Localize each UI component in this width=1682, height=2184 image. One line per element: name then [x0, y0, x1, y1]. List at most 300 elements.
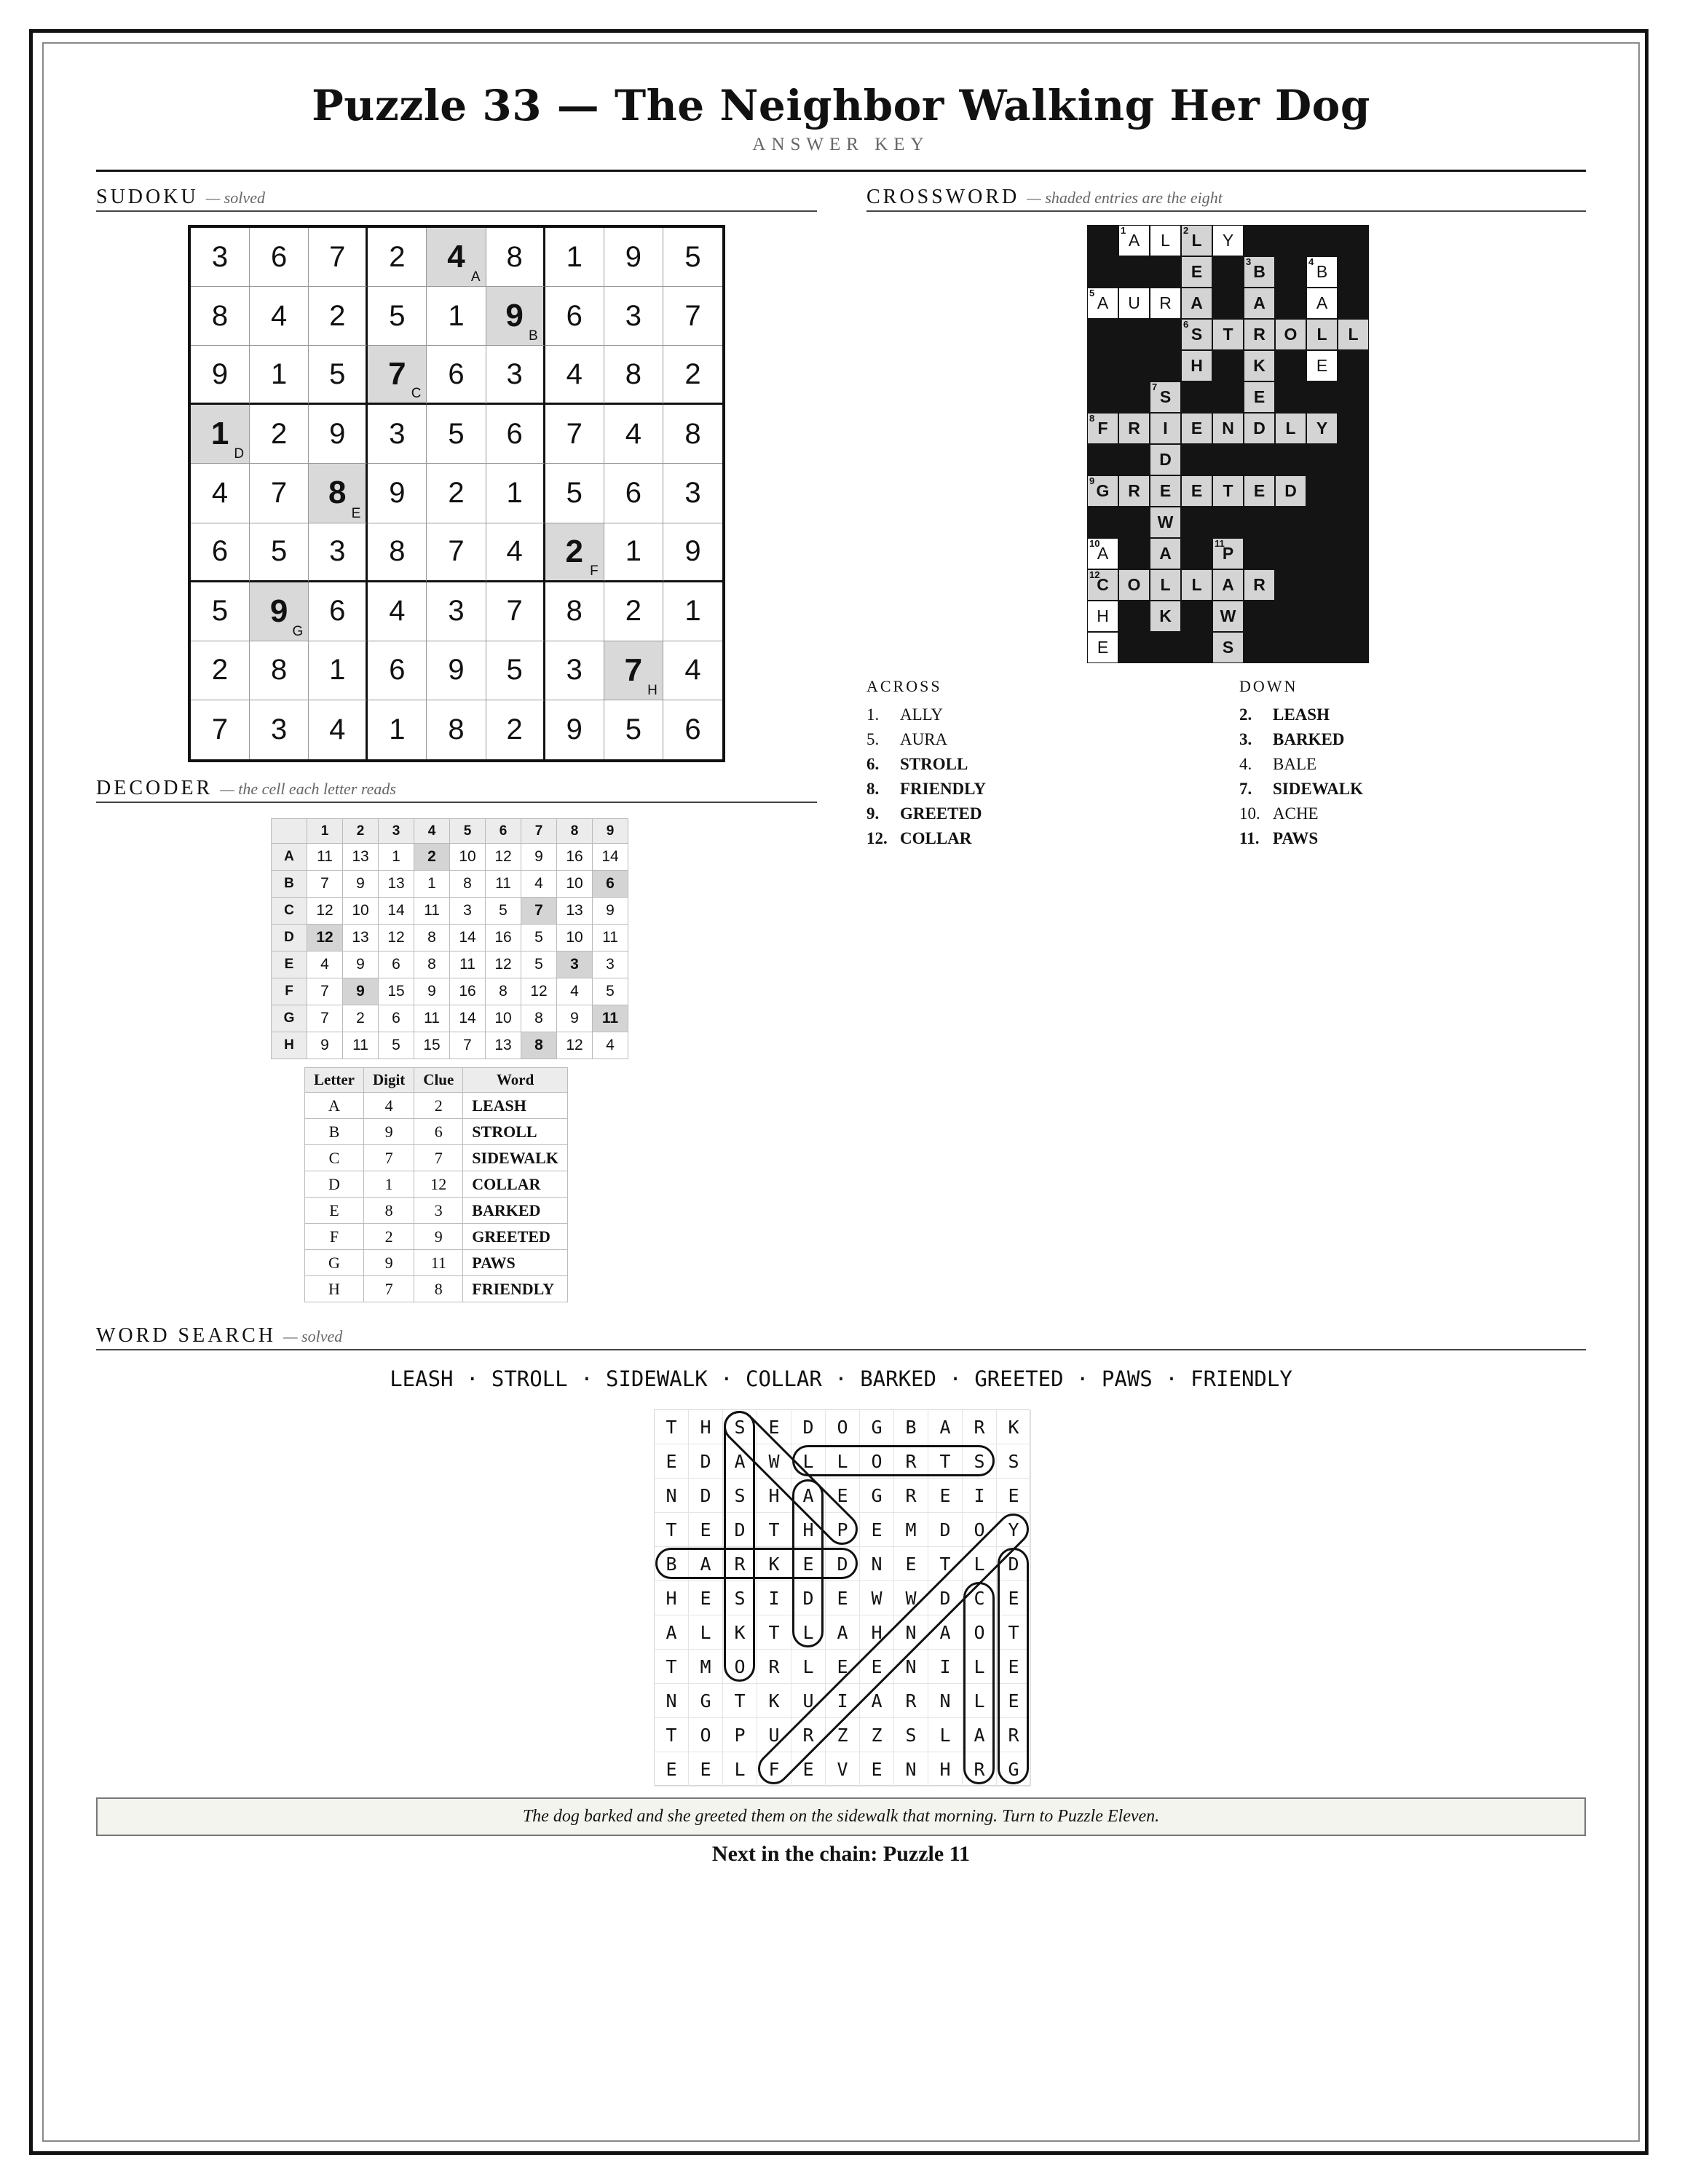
decoder-cell: 4: [521, 871, 557, 898]
sudoku-cell: [663, 523, 722, 582]
wordsearch-letter: A: [963, 1718, 997, 1752]
wordsearch-letter: N: [894, 1650, 928, 1684]
key-cell: 9: [363, 1119, 414, 1145]
clue-answer: GREETED: [900, 804, 982, 823]
sudoku-cell: [427, 228, 486, 287]
key-cell: 2: [363, 1224, 414, 1250]
wordsearch-letter: Y: [997, 1513, 1031, 1547]
sudoku-digit: 5: [389, 299, 406, 332]
decoder-cell: 16: [486, 925, 521, 951]
wordsearch-letter: W: [757, 1444, 791, 1479]
sudoku-cell-tag: G: [292, 623, 304, 639]
sudoku-digit: 1: [506, 476, 523, 509]
sudoku-digit: 2: [211, 654, 229, 687]
decoder-corner: [272, 819, 307, 844]
sudoku-cell: [486, 228, 545, 287]
key-cell: 6: [414, 1119, 463, 1145]
down-clue: [1239, 802, 1363, 826]
sudoku-digit: 8: [328, 475, 347, 511]
clue-answer: SIDEWALK: [1273, 780, 1363, 798]
sudoku-digit: 9: [448, 654, 465, 687]
sudoku-digit: 5: [566, 476, 583, 509]
sudoku-cell: [427, 641, 486, 700]
wordsearch-letter: L: [963, 1547, 997, 1581]
wordsearch-letter: H: [689, 1410, 723, 1444]
sudoku-digit: 4: [447, 239, 465, 275]
wordsearch-section: [96, 1324, 1586, 1780]
sudoku-digit: 6: [625, 476, 641, 509]
crossword-cell: [1119, 414, 1149, 443]
wordsearch-letter: K: [757, 1684, 791, 1718]
wordsearch-letter: L: [723, 1752, 757, 1787]
crossword-cell: [1150, 570, 1180, 600]
wordsearch-letter: D: [826, 1547, 860, 1581]
crossword-letter: R: [1253, 575, 1266, 594]
crossword-cell: [1307, 320, 1337, 349]
decoder-cell: 8: [521, 1032, 557, 1059]
crossword-clue-number: 1: [1121, 225, 1126, 236]
decoder-heading-label: DECODER: [96, 777, 213, 799]
wordsearch-letter: D: [723, 1513, 757, 1547]
key-cell: 7: [363, 1276, 414, 1302]
sudoku-digit: 5: [271, 535, 288, 568]
sudoku-digit: 1: [329, 654, 346, 687]
wordsearch-letter: G: [860, 1479, 894, 1513]
across-clue-list: [866, 703, 986, 851]
clue-answer: LEASH: [1273, 705, 1330, 724]
sudoku-digit: 2: [389, 240, 406, 273]
clue-answer: ACHE: [1273, 804, 1319, 823]
key-cell: H: [305, 1276, 364, 1302]
sudoku-cell: [250, 641, 309, 700]
sudoku-cell: [663, 228, 722, 287]
wordsearch-letter: H: [791, 1513, 826, 1547]
decoder-row-header: C: [272, 898, 307, 925]
sudoku-cell-tag: H: [647, 682, 658, 698]
crossword-heading-label: CROSSWORD: [866, 186, 1020, 208]
clue-answer: BARKED: [1273, 730, 1345, 748]
page-subtitle: ANSWER KEY: [752, 135, 930, 154]
crossword-cell: [1338, 320, 1368, 349]
wordsearch-letter: B: [655, 1547, 689, 1581]
wordsearch-letter: I: [928, 1650, 963, 1684]
wordsearch-letter: P: [826, 1513, 860, 1547]
decoder-cell: 2: [343, 1005, 379, 1032]
crossword-letter: D: [1159, 450, 1172, 469]
crossword-letter: G: [1096, 481, 1110, 500]
crossword-cell: [1307, 414, 1337, 443]
crossword-cell: [1182, 288, 1212, 318]
wordsearch-letter: E: [997, 1684, 1031, 1718]
clue-number: 4.: [1239, 755, 1252, 773]
sudoku-cell: [486, 464, 545, 523]
wordsearch-word-list: LEASH · STROLL · SIDEWALK · COLLAR · BARKED · GREETED · PAWS · FRIENDLY: [390, 1366, 1292, 1391]
wordsearch-letter: D: [689, 1444, 723, 1479]
sudoku-digit: 9: [625, 240, 641, 273]
key-cell: C: [305, 1145, 364, 1171]
decoder-cell: 9: [343, 978, 379, 1005]
decoder-cell: 9: [521, 844, 557, 871]
sudoku-digit: 8: [448, 713, 465, 745]
across-clue: [866, 703, 986, 727]
decoder-cell: 12: [379, 925, 414, 951]
key-cell: 8: [363, 1198, 414, 1224]
sudoku-digit: 3: [271, 713, 288, 745]
sudoku-cell: [309, 464, 368, 523]
decoder-cell: 12: [521, 978, 557, 1005]
crossword-letter: N: [1222, 419, 1234, 438]
sudoku-digit: 9: [211, 357, 229, 390]
sudoku-cell: [250, 346, 309, 405]
wordsearch-letter: E: [860, 1752, 894, 1787]
key-cell: BARKED: [463, 1198, 568, 1224]
sudoku-cell: [604, 346, 663, 405]
clue-answer: FRIENDLY: [900, 780, 987, 798]
sudoku-cell: [545, 641, 604, 700]
crossword-cell: [1307, 257, 1337, 287]
wordsearch-heading-note: — solved: [283, 1327, 343, 1345]
crossword-cell: [1307, 288, 1337, 318]
sudoku-cell: [663, 582, 722, 641]
crossword-cell: [1213, 414, 1243, 443]
wordsearch-letter: E: [791, 1752, 826, 1787]
decoder-cell: 4: [593, 1032, 628, 1059]
crossword-letter: A: [1128, 231, 1140, 250]
sudoku-cell: [250, 464, 309, 523]
wordsearch-letter: O: [963, 1615, 997, 1650]
sudoku-digit: 6: [389, 654, 406, 687]
decoder-cell: 1: [414, 871, 450, 898]
sudoku-digit: 7: [624, 652, 643, 688]
sudoku-cell: [309, 523, 368, 582]
down-clue-list: [1239, 703, 1363, 851]
crossword-cell: [1150, 601, 1180, 631]
sudoku-cell: [663, 700, 722, 759]
crossword-cell: [1182, 476, 1212, 506]
key-row: [305, 1198, 568, 1224]
wordsearch-letter: Z: [860, 1718, 894, 1752]
crossword-letter: L: [1191, 575, 1202, 594]
decoder-cell: 12: [486, 844, 521, 871]
sudoku-digit: 7: [566, 417, 583, 450]
crossword-clue-number: 8: [1089, 413, 1095, 424]
across-clue: [866, 802, 986, 826]
sudoku-cell: [486, 405, 545, 464]
crossword-letter: L: [1316, 325, 1327, 344]
sudoku-heading-note: — solved: [205, 189, 265, 207]
decoder-cell: 2: [414, 844, 450, 871]
sudoku-cell: [309, 287, 368, 346]
sudoku-cell-tag: F: [590, 563, 599, 579]
wordsearch-heading-label: WORD SEARCH: [96, 1324, 277, 1347]
sudoku-heading: [96, 186, 817, 212]
crossword-heading-note: — shaded entries are the eight: [1027, 189, 1223, 207]
wordsearch-letter: E: [997, 1479, 1031, 1513]
sudoku-cell: [191, 228, 250, 287]
crossword-letter: E: [1253, 481, 1266, 500]
wordsearch-letter: H: [928, 1752, 963, 1787]
sudoku-cell: [604, 700, 663, 759]
sudoku-cell: [427, 582, 486, 641]
wordsearch-letter: E: [826, 1650, 860, 1684]
crossword-letter: T: [1223, 481, 1233, 500]
decoder-cell: 11: [593, 925, 628, 951]
wordsearch-letter: E: [826, 1581, 860, 1615]
key-cell: COLLAR: [463, 1171, 568, 1198]
decoder-cell: 15: [379, 978, 414, 1005]
crossword-cell: [1119, 226, 1149, 256]
crossword-grid: [1087, 225, 1369, 663]
sudoku-digit: 3: [448, 595, 465, 628]
decoder-cell: 11: [414, 898, 450, 925]
crossword-heading: [866, 186, 1586, 212]
wordsearch-letter: L: [928, 1718, 963, 1752]
wordsearch-letter: N: [928, 1684, 963, 1718]
wordsearch-letter: B: [894, 1410, 928, 1444]
crossword-cell: [1244, 570, 1274, 600]
sudoku-digit: 4: [271, 299, 288, 332]
sudoku-digit: 4: [329, 713, 346, 745]
crossword-cell: [1088, 633, 1118, 662]
wordsearch-letter: S: [963, 1444, 997, 1479]
crossword-clue-number: 6: [1183, 319, 1189, 330]
crossword-letter: L: [1161, 231, 1170, 250]
page-title: Puzzle 33 — The Neighbor Walking Her Dog: [312, 81, 1370, 130]
decoder-cell: 13: [486, 1032, 521, 1059]
wordsearch-letter: K: [997, 1410, 1031, 1444]
clue-number: 7.: [1239, 780, 1252, 798]
crossword-cell: [1213, 633, 1243, 662]
sudoku-digit: 1: [448, 299, 465, 332]
decoder-cell: 11: [307, 844, 343, 871]
crossword-letter: A: [1316, 293, 1328, 312]
wordsearch-letter: U: [757, 1718, 791, 1752]
wordsearch-letter: M: [689, 1650, 723, 1684]
sudoku-digit: 3: [389, 417, 406, 450]
sudoku-cell: [309, 700, 368, 759]
wordsearch-letter: R: [757, 1650, 791, 1684]
decoder-cell: 9: [593, 898, 628, 925]
sudoku-cell: [250, 405, 309, 464]
wordsearch-letter: L: [791, 1615, 826, 1650]
crossword-letter: F: [1097, 419, 1108, 438]
key-cell: 4: [363, 1093, 414, 1119]
decoder-cell: 8: [521, 1005, 557, 1032]
decoder-cell: 5: [486, 898, 521, 925]
decoder-row-header: D: [272, 925, 307, 951]
sudoku-digit: 1: [210, 416, 229, 452]
sudoku-digit: 9: [684, 535, 701, 568]
clue-number: 1.: [866, 705, 880, 724]
sudoku-cell: [427, 523, 486, 582]
decoder-col-header: 1: [307, 819, 343, 844]
crossword-letter: A: [1097, 544, 1109, 563]
decoder-cell: 12: [307, 925, 343, 951]
sudoku-digit: 8: [506, 240, 523, 273]
down-clue: [1239, 826, 1363, 851]
sudoku-cell: [309, 405, 368, 464]
key-cell: 7: [363, 1145, 414, 1171]
wordsearch-letter: T: [723, 1684, 757, 1718]
sudoku-cell: [663, 405, 722, 464]
decoder-cell: 10: [450, 844, 486, 871]
crossword-clue-number: 3: [1246, 256, 1252, 267]
decoder-cell: 5: [521, 951, 557, 978]
decoder-cell: 16: [557, 844, 593, 871]
decoder-cell: 5: [521, 925, 557, 951]
wordsearch-letter: T: [655, 1513, 689, 1547]
wordsearch-letter: S: [723, 1479, 757, 1513]
next-puzzle-link: Next in the chain: Puzzle 11: [711, 1842, 971, 1866]
decoder-cell: 13: [379, 871, 414, 898]
crossword-cell: [1150, 414, 1180, 443]
key-row: [305, 1093, 568, 1119]
wordsearch-letter: N: [655, 1479, 689, 1513]
crossword-cell: [1213, 320, 1243, 349]
decoder-cell: 1: [379, 844, 414, 871]
clue-number: 11.: [1239, 829, 1260, 847]
wordsearch-letter: R: [963, 1410, 997, 1444]
sudoku-digit: 4: [389, 595, 406, 628]
decoder-col-header: 4: [414, 819, 450, 844]
decoder-cell: 10: [557, 925, 593, 951]
sudoku-digit: 8: [684, 417, 701, 450]
wordsearch-letter: T: [655, 1650, 689, 1684]
wordsearch-letter: A: [791, 1479, 826, 1513]
wordsearch-letter: A: [928, 1410, 963, 1444]
crossword-letter: W: [1220, 606, 1236, 625]
wordsearch-letter: S: [723, 1581, 757, 1615]
crossword-cell: [1244, 288, 1274, 318]
sudoku-digit: 1: [625, 535, 641, 568]
crossword-clue-number: 10: [1089, 538, 1100, 549]
sudoku-digit: 6: [211, 535, 229, 568]
crossword-cell: [1244, 382, 1274, 412]
sudoku-digit: 6: [506, 417, 523, 450]
wordsearch-letter: W: [894, 1581, 928, 1615]
wordsearch-letter: R: [723, 1547, 757, 1581]
sudoku-cell: [545, 346, 604, 405]
wordsearch-letter: E: [860, 1650, 894, 1684]
sudoku-cell: [545, 405, 604, 464]
crossword-cell: [1182, 226, 1212, 256]
decoder-cell: 8: [414, 951, 450, 978]
sudoku-cell: [309, 641, 368, 700]
decoder-cell: 9: [343, 951, 379, 978]
key-cell: B: [305, 1119, 364, 1145]
crossword-letter: R: [1128, 481, 1140, 500]
crossword-cell: [1182, 351, 1212, 381]
wordsearch-letter: E: [860, 1513, 894, 1547]
wordsearch-letter: E: [689, 1513, 723, 1547]
down-clue: [1239, 752, 1363, 777]
sudoku-digit: 8: [625, 357, 641, 390]
wordsearch-letter: L: [689, 1615, 723, 1650]
crossword-cell: [1150, 226, 1180, 256]
crossword-letter: T: [1223, 325, 1233, 344]
sudoku-digit: 5: [506, 654, 523, 687]
sudoku-digit: 7: [448, 535, 465, 568]
decoder-cell: 7: [450, 1032, 486, 1059]
sudoku-digit: 1: [389, 713, 406, 745]
down-clue: [1239, 777, 1363, 802]
crossword-letter: P: [1222, 544, 1234, 563]
clue-number: 12.: [866, 829, 888, 847]
decoder-row: [272, 978, 628, 1005]
sudoku-digit: 1: [566, 240, 583, 273]
wordsearch-letter: I: [757, 1581, 791, 1615]
sudoku-digit: 4: [506, 535, 523, 568]
decoder-cell: 8: [486, 978, 521, 1005]
key-cell: 8: [414, 1276, 463, 1302]
wordsearch-letter: D: [928, 1581, 963, 1615]
sudoku-digit: 6: [566, 299, 583, 332]
key-cell: 9: [363, 1250, 414, 1276]
wordsearch-letter: T: [928, 1444, 963, 1479]
clue-answer: COLLAR: [900, 829, 972, 847]
decoder-cell: 4: [307, 951, 343, 978]
clue-answer: PAWS: [1273, 829, 1319, 847]
sudoku-cell: [368, 523, 427, 582]
sudoku-cell: [427, 346, 486, 405]
wordsearch-letter: R: [894, 1444, 928, 1479]
sudoku-cell: [309, 582, 368, 641]
wordsearch-letter: L: [791, 1444, 826, 1479]
wordsearch-letter: T: [757, 1513, 791, 1547]
sudoku-digit: 2: [271, 417, 288, 450]
crossword-cell: [1150, 445, 1180, 475]
crossword-cell: [1150, 476, 1180, 506]
sudoku-heading-label: SUDOKU: [96, 186, 199, 208]
wordsearch-letter: N: [655, 1684, 689, 1718]
wordsearch-letter: G: [860, 1410, 894, 1444]
key-cell: 3: [414, 1198, 463, 1224]
sudoku-cell: [604, 641, 663, 700]
wordsearch-letter: O: [963, 1513, 997, 1547]
crossword-cell: [1244, 320, 1274, 349]
wordsearch-letter: W: [860, 1581, 894, 1615]
clue-number: 6.: [866, 755, 880, 773]
crossword-letter: S: [1159, 387, 1172, 406]
decoder-cell: 6: [379, 951, 414, 978]
crossword-letter: E: [1159, 481, 1172, 500]
crossword-letter: U: [1128, 293, 1140, 312]
decoder-table: [271, 818, 628, 1059]
wordsearch-letter: A: [689, 1547, 723, 1581]
crossword-letter: A: [1222, 575, 1234, 594]
wordsearch-letter: D: [689, 1479, 723, 1513]
sudoku-digit: 2: [565, 533, 583, 569]
key-row: [305, 1145, 568, 1171]
crossword-cell: [1213, 570, 1243, 600]
sudoku-digit: 9: [329, 417, 346, 450]
crossword-cell: [1119, 288, 1149, 318]
decoder-heading-note: — the cell each letter reads: [220, 780, 396, 798]
decoder-cell: 15: [414, 1032, 450, 1059]
sudoku-cell: [368, 346, 427, 405]
clue-number: 10.: [1239, 804, 1260, 823]
across-clue: [866, 826, 986, 851]
clue-number: 5.: [866, 730, 880, 748]
wordsearch-letter: O: [723, 1650, 757, 1684]
decoder-cell: 14: [379, 898, 414, 925]
crossword-letter: K: [1253, 356, 1266, 375]
decoder-cell: 13: [343, 925, 379, 951]
clue-answer: ALLY: [900, 705, 944, 724]
sudoku-digit: 7: [271, 476, 288, 509]
crossword-cell: [1182, 570, 1212, 600]
clue-number: 8.: [866, 780, 880, 798]
